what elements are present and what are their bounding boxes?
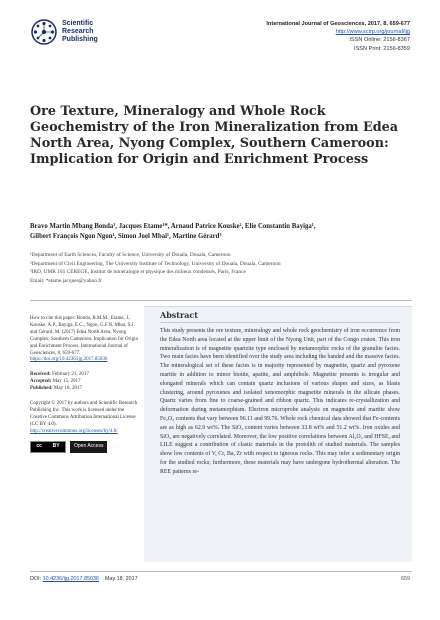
- cc-by-badge[interactable]: [30, 441, 66, 453]
- published-date: May 18, 2017: [54, 386, 82, 392]
- footer-doi-link[interactable]: 10.4236/ijg.2017.85036: [42, 576, 99, 582]
- affiliation-1: ¹Department of Earth Sciences, Faculty of Science, University of Douala, Douala, Cameroon: [30, 252, 231, 258]
- issn-print: ISSN Print: 2156-8359: [354, 45, 410, 52]
- journal-citation: International Journal of Geosciences, 2017, 8, 659-677: [266, 21, 410, 27]
- license-badges: [30, 441, 142, 453]
- accepted-date-row: [30, 379, 142, 386]
- doi-link[interactable]: https://doi.org/10.4236/ijg.2017.85036: [30, 357, 108, 363]
- publisher-name-line1: Scientific: [62, 20, 94, 27]
- article-dates: [30, 372, 142, 393]
- publisher-logo[interactable]: [30, 18, 98, 46]
- publisher-name-line3: Publishing: [62, 36, 98, 43]
- author-list: [30, 222, 420, 242]
- corresponding-email[interactable]: Email: *etame.jacques@yahoo.fr: [30, 277, 102, 284]
- license-link[interactable]: http://creativecommons.org/licenses/by/4.0/: [30, 428, 118, 434]
- issn-online: ISSN Online: 2156-8367: [349, 37, 410, 44]
- affiliation-2: ²Department of Civil Engineering, The University Institute of Technology, University of Douala, Douala, Cameroon: [30, 260, 281, 267]
- publisher-name-line2: Research: [62, 28, 94, 35]
- journal-url-link[interactable]: http://www.scirp.org/journal/ijg: [335, 29, 410, 36]
- by-icon: BY: [52, 443, 60, 450]
- authors-line-1: Bravo Martin Mbang Bonda¹, Jacques Etame¹*, Arnaud Patrice Kouske², Elie Constantin Bayiga¹,: [30, 223, 316, 230]
- received-date: February 21, 2017: [52, 372, 89, 378]
- published-label: Published:: [30, 386, 53, 392]
- open-access-badge: Open Access: [70, 441, 107, 453]
- published-date-row: [30, 386, 142, 393]
- authors-line-2: Gilbert François Ngon Ngon¹, Simon Joel Mbai¹, Martine Gérard³: [30, 233, 222, 240]
- received-date-row: [30, 372, 142, 379]
- footer-divider: [30, 571, 412, 572]
- page-number: 659: [401, 576, 410, 582]
- affiliations: [30, 251, 420, 285]
- affiliation-3: ³IRD, UMR 161 CEREGE, Institut de minéralogie et physique des milieux condensés, Paris, France: [30, 269, 246, 276]
- footer-date: May 18, 2017: [104, 576, 138, 582]
- accepted-label: Accepted:: [30, 379, 52, 385]
- header-divider: [30, 300, 412, 301]
- copyright-notice: Copyright © 2017 by authors and Scientific Research Publishing Inc. This work is licensed under the Creative Commons Attribution International License (CC BY 4.0).: [30, 401, 138, 427]
- abstract-divider: [160, 322, 400, 323]
- article-title: Ore Texture, Mineralogy and Whole Rock Geochemistry of the Iron Mineralization from Edea North Area, Nyong Complex, Southern Cameroon: Implication for Origin and Enrichment Process: [30, 104, 399, 167]
- received-label: Received:: [30, 372, 51, 378]
- accepted-date: May 15, 2017: [52, 379, 81, 385]
- abstract-heading: Abstract: [160, 310, 198, 320]
- journal-header: [266, 20, 410, 53]
- publisher-name: [62, 20, 98, 44]
- abstract-body: This study presents the ore texture, mineralogy and whole rock geochemistry of iron occurrence from the Edea North area located at the upper limit of the Nyong Unit, part of the Congo craton. This iron mineralization is of magnetite quartzite type enclosed by metamorphic rocks of the granulite facies. Two main facies have been identified over the study area including the banded and the massive facies. The mineralogical set of these facies is in majority represented by magnetite, quartz and pyroxene martite in addition to minor biotite, apatite, and amphibole. Magnetite presents is irregular and elongated minerals which can contain quartz inclusions of various shapes and sizes, as blasts clustering, around pyroxenes and isolated xenomorphic magnetite minerals in the silicate phases. Quartz varies from fine to coarse-grained and ribbon quartz. This indicates re-crystallization and deformation during metamorphism. Electron microprobe analysis on magnetite and martite show Fe₂O₃ contents that vary between 96.11 and 99.76. Whole rock chemical data showed that Fe-contents are as high as 62.9 wt%. The SiO₂ content varies between 33.8 wt% and 51.2 wt%. Iron oxides and SiO₂ are negatively correlated. Moreover, the low positive correlations between Al₂O₃ and HFSE, and LILE suggest a contribution of clastic materials in the protolith of studied materials. The samples show low contents of V, Cr, Ba, Zr with respect to igneous rocks. This may infer a sedimentary origin for the studied rocks; furthermore, these materials may have undergone hydrothermal alteration. The REE patterns re-: [160, 328, 400, 475]
- page-footer: [30, 576, 138, 582]
- cc-icon: cc: [36, 443, 42, 450]
- article-sidebar: [30, 316, 142, 453]
- publisher-logo-icon: [30, 18, 58, 46]
- footer-doi-label: DOI:: [30, 576, 42, 582]
- how-to-cite: How to cite this paper: Bonda, B.M.M., Etame, J., Kouske, A.P., Bayiga, E.C., Ngon, G.F.N. Mbai, S.J. and Gérard, M. (2017) Edea North Area, Nyong Complex, Southern Cameroon: Implication for Origin and Enrichment Process. International Journal of Geosciences, 8, 659-677.: [30, 316, 139, 356]
